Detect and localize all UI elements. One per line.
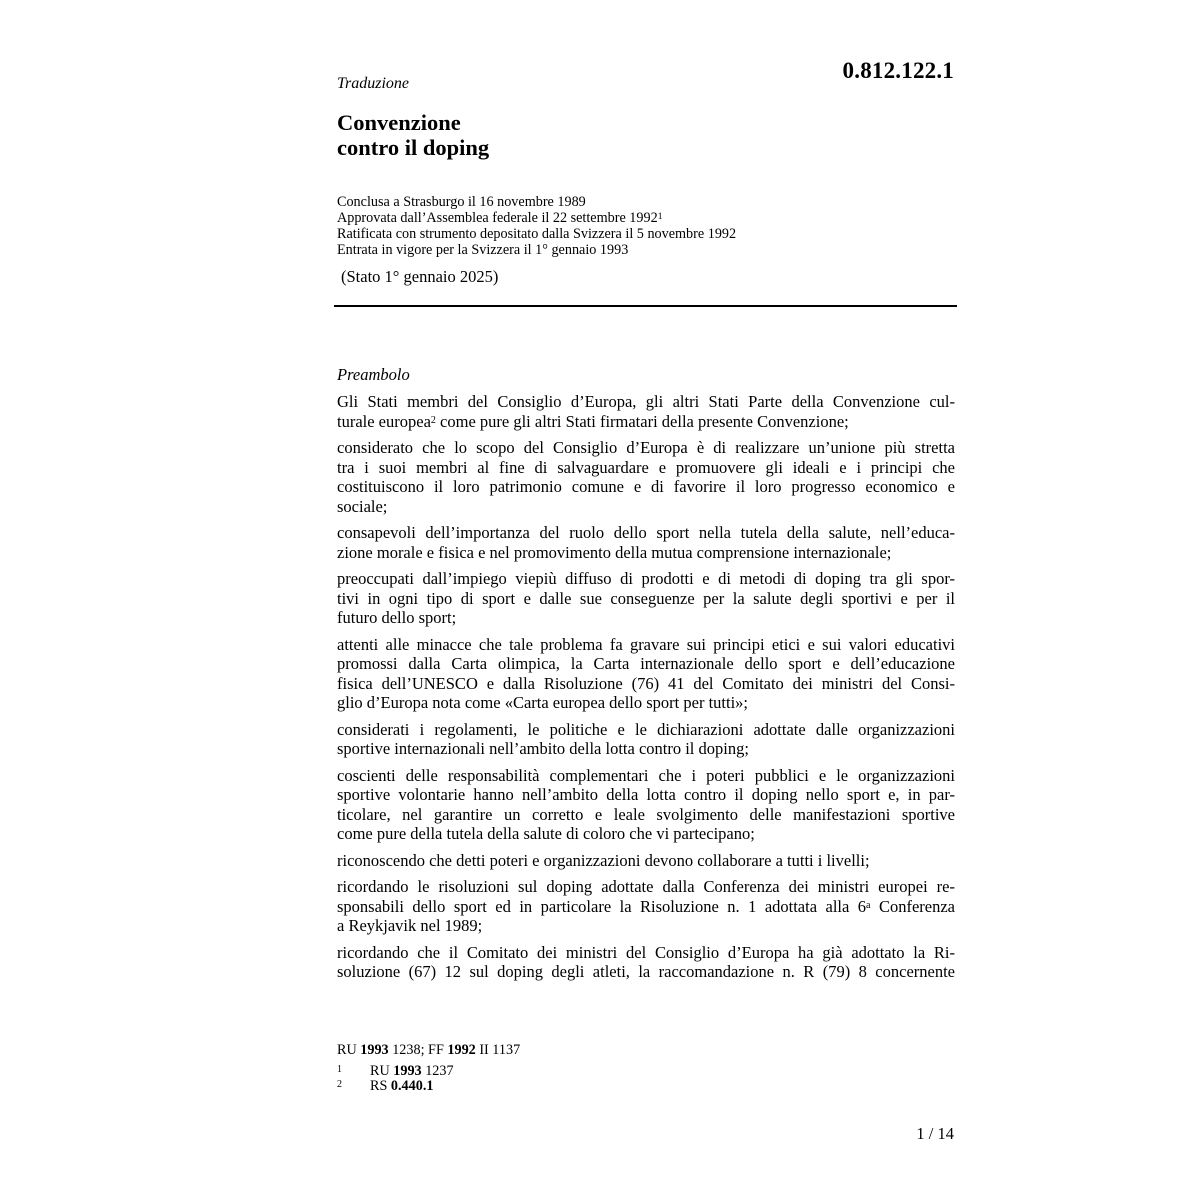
paragraph: preoccupati dall’impiego viepiù diffuso di prodotti e di metodi di doping tra gli spor- tivi in ogni tipo di sport e dalle sue conseguenze per la salute degli sportivi e per il futuro dello sport; xyxy=(337,569,955,627)
footnote-1: 1 RU 1993 1237 xyxy=(337,1063,454,1079)
paragraph: considerato che lo scopo del Consiglio d’Europa è di realizzare un’unione più stretta tra i suoi membri al fine di salvaguardare e promuovere gli ideali e i principi che costituiscono il loro patrimonio comune e di favorire il loro progresso economico e sociale; xyxy=(337,438,955,516)
publication-reference: RU 1993 1238; FF 1992 II 1137 xyxy=(337,1042,521,1058)
paragraph: coscienti delle responsabilità complementari che i poteri pubblici e le organizzazioni sportive volontarie hanno nell’ambito della lotta contro il doping nello sport e, in par- ticolare, nel garantire un corretto e leale svolgimento delle manifestazioni sportive come pure della tutela della salute di coloro che vi partecipano; xyxy=(337,765,955,843)
status-date: (Stato 1° gennaio 2025) xyxy=(341,267,499,286)
paragraph: attenti alle minacce che tale problema fa gravare sui principi etici e sui valori educativi promossi dalla Carta olimpica, la Carta internazionale dello sport e dell’educazione fisica dell’UNESCO e dalla Risoluzione (76) 41 del Comitato dei ministri del Consi- glio d’Europa nota come «Carta europea dello sport per tutti»; xyxy=(337,634,955,712)
meta-concluded: Conclusa a Strasburgo il 16 novembre 1989 xyxy=(337,194,586,210)
paragraph: riconoscendo che detti poteri e organizzazioni devono collaborare a tutti i livelli; xyxy=(337,850,870,870)
preamble-body xyxy=(337,392,955,989)
page-indicator: 1 / 14 xyxy=(916,1124,954,1143)
meta-in-force: Entrata in vigore per la Svizzera il 1° gennaio 1993 xyxy=(337,242,629,258)
footnotes xyxy=(337,1043,520,1094)
meta-approved: Approvata dall’Assemblea federale il 22 settembre 1992$^1$ xyxy=(337,210,663,226)
preamble-heading: Preambolo xyxy=(337,365,410,384)
footnote-ref-2[interactable]: 2 xyxy=(430,414,436,426)
meta-ratified: Ratificata con strumento depositato dalla Svizzera il 5 novembre 1992 xyxy=(337,226,737,242)
paragraph: ricordando le risoluzioni sul doping adottate dalla Conferenza dei ministri europei re- sponsabili dello sport ed in particolare la Risoluzione n. 1 adottata alla 6$^a$ Conferenza a Reykjavik nel 1989; xyxy=(337,877,955,935)
document-metadata xyxy=(337,194,736,258)
paragraph: Gli Stati membri del Consiglio d’Europa, gli altri Stati Parte della Convenzione cul- turale europea$^2$ come pure gli altri Stati firmatari della presente Convenzione; xyxy=(337,392,955,431)
header-divider xyxy=(334,305,957,307)
title-line-2: contro il doping xyxy=(337,135,490,160)
document-title xyxy=(337,110,489,160)
translation-label: Traduzione xyxy=(337,75,410,92)
paragraph: ricordando che il Comitato dei ministri del Consiglio d’Europa ha già adottato la Ri- soluzione (67) 12 sul doping degli atleti, la raccomandazione n. R (79) 8 concernente xyxy=(337,942,955,981)
document-number: 0.812.122.1 xyxy=(842,58,954,83)
footnote-2: 2 RS 0.440.1 xyxy=(337,1078,434,1094)
footnote-ref-1[interactable]: 1 xyxy=(657,212,663,222)
paragraph: considerati i regolamenti, le politiche e le dichiarazioni adottate dalle organizzazioni sportive internazionali nell’ambito della lotta contro il doping; xyxy=(337,719,955,758)
title-line-1: Convenzione xyxy=(337,110,461,135)
paragraph: consapevoli dell’importanza del ruolo dello sport nella tutela della salute, nell’educa- zione morale e fisica e nel promovimento della mutua comprensione internazionale; xyxy=(337,523,955,562)
